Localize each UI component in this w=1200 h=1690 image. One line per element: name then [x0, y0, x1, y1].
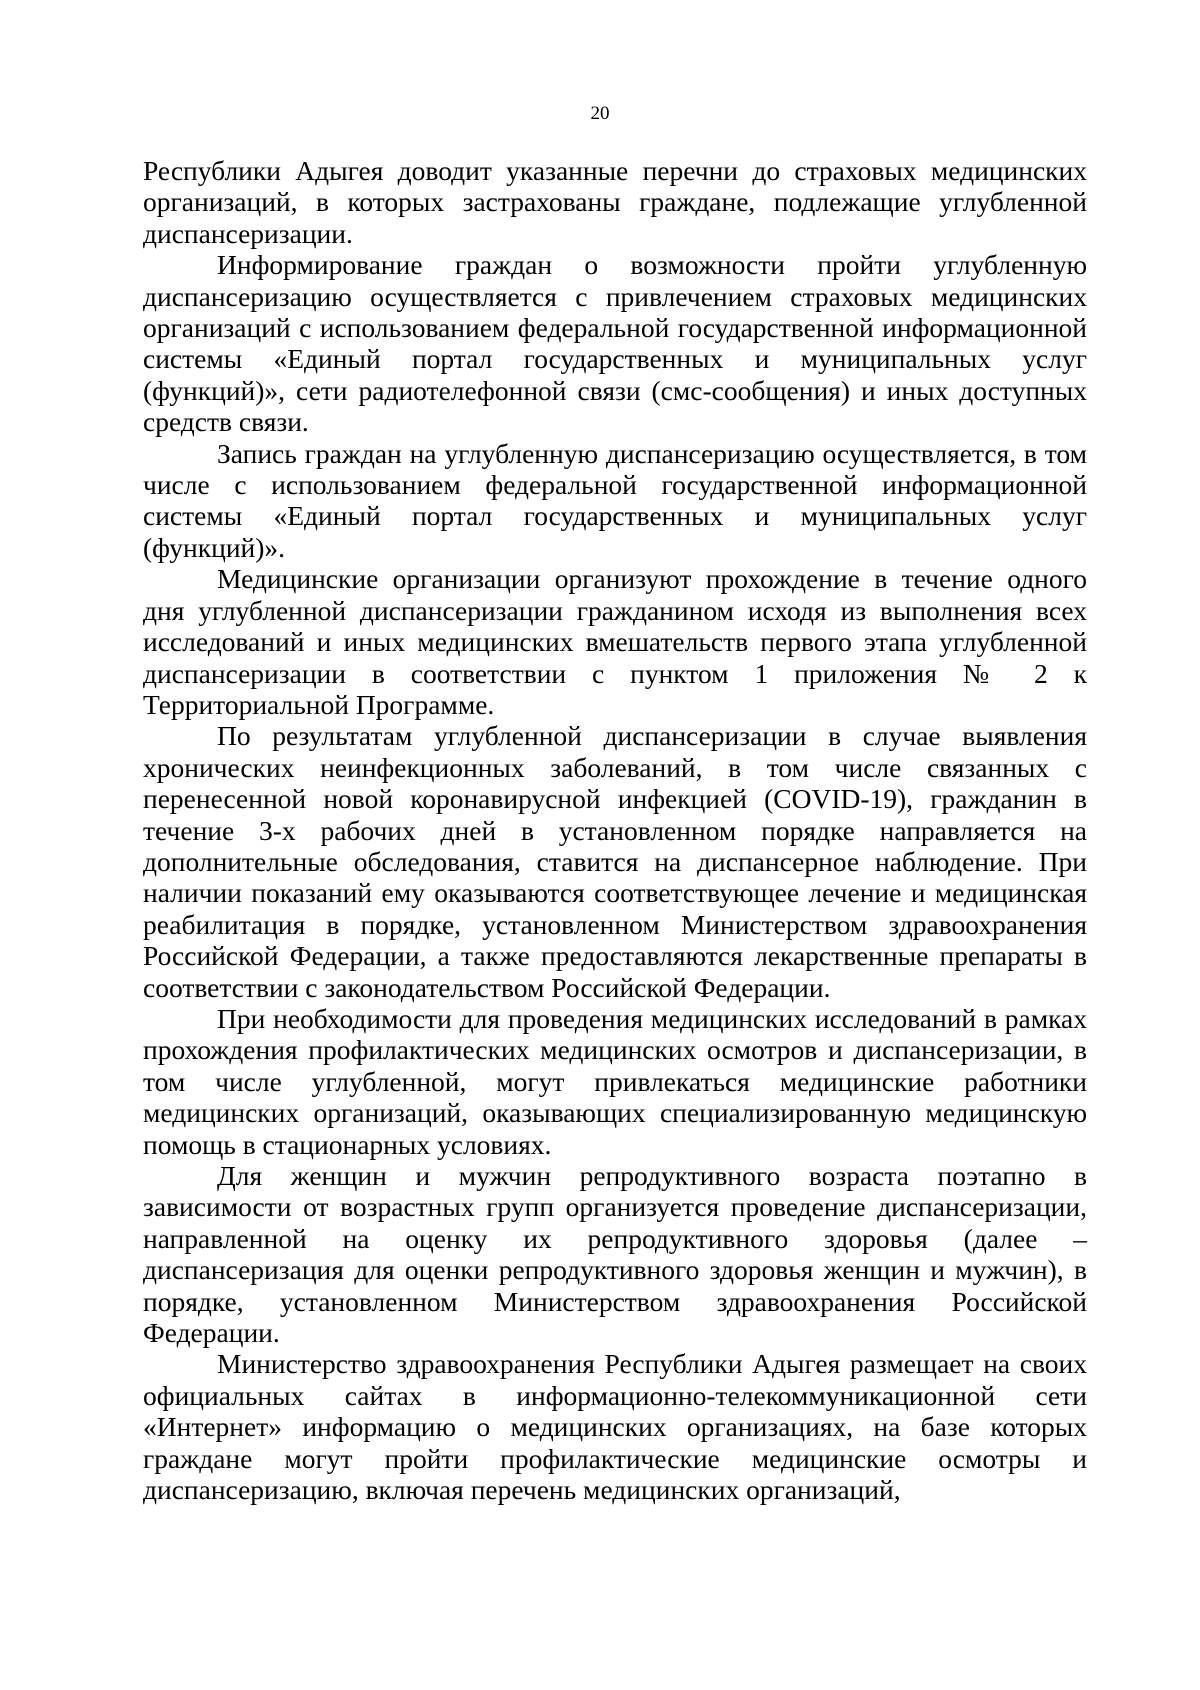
page-number: 20 [590, 103, 610, 124]
paragraph-4: Медицинские организации организуют прохождение в течение одного дня углубленной диспансеризации гражданином исходя из выполнения всех исследований и иных медицинских вмешательств первого этапа углубленной диспансеризации в соответствии с пунктом 1 приложения № 2 к Территориальной Программе. [143, 563, 1087, 720]
paragraph-5: По результатам углубленной диспансеризации в случае выявления хронических неинфекционных заболеваний, в том числе связанных с перенесенной новой коронавирусной инфекцией (COVID-19), гражданин в течение 3-х рабочих дней в установленном порядке направляется на дополнительные обследования, ставится на диспансерное наблюдение. При наличии показаний ему оказываются соответствующее лечение и медицинская реабилитация в порядке, установленном Министерством здравоохранения Российской Федерации, а также предоставляются лекарственные препараты в соответствии с законодательством Российской Федерации. [143, 720, 1087, 1003]
paragraph-8: Министерство здравоохранения Республики Адыгея размещает на своих официальных сайтах в информационно-телекоммуникационной сети «Интернет» информацию о медицинских организациях, на базе которых граждане могут пройти профилактические медицинские осмотры и диспансеризацию, включая перечень медицинских организаций, [143, 1348, 1087, 1506]
paragraph-1: Республики Адыгея доводит указанные перечни до страховых медицинских организаций, в которых застрахованы граждане, подлежащие углубленной диспансеризации. [143, 155, 1087, 249]
paragraph-3: Запись граждан на углубленную диспансеризацию осуществляется, в том числе с использованием федеральной государственной информационной системы «Единый портал государственных и муниципальных услуг (функций)». [143, 437, 1087, 563]
paragraph-2: Информирование граждан о возможности пройти углубленную диспансеризацию осуществляется с привлечением страховых медицинских организаций с использованием федеральной государственной информационной системы «Единый портал государственных и муниципальных услуг (функций)», сети радиотелефонной связи (смс-сообщения) и иных доступных средств связи. [143, 249, 1087, 438]
paragraph-7: Для женщин и мужчин репродуктивного возраста поэтапно в зависимости от возрастных групп организуется проведение диспансеризации, направленной на оценку их репродуктивного здоровья (далее – диспансеризация для оценки репродуктивного здоровья женщин и мужчин), в порядке, установленном Министерством здравоохранения Российской Федерации. [143, 1160, 1087, 1349]
document-body [143, 155, 1087, 1505]
paragraph-6: При необходимости для проведения медицинских исследований в рамках прохождения профилактических медицинских осмотров и диспансеризации, в том числе углубленной, могут привлекаться медицинские работники медицинских организаций, оказывающих специализированную медицинскую помощь в стационарных условиях. [143, 1002, 1087, 1160]
